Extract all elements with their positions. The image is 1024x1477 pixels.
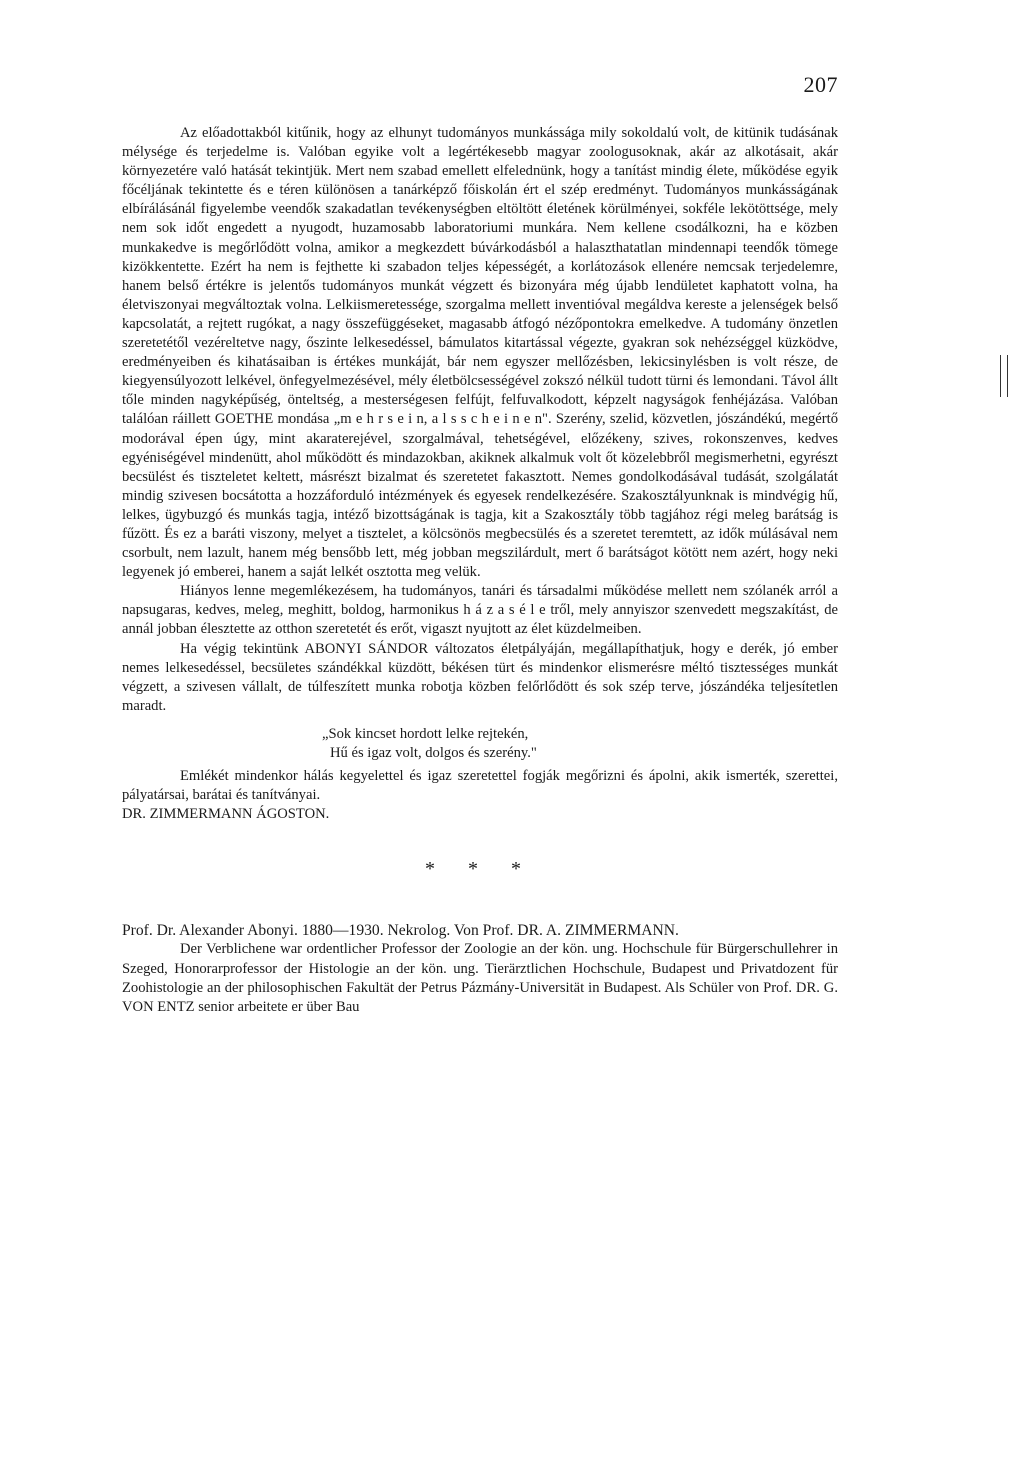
closing-paragraph: Emlékét mindenkor hálás kegyelettel és igaz szeretettel fogják megőrizni és ápolni, akik ismerték, szerettei, pályatársai, barátai és tanítványai.	[122, 768, 838, 804]
margin-mark	[1000, 355, 1008, 397]
poem-quote	[322, 725, 838, 763]
section-asterism: * * *	[425, 858, 535, 881]
paragraph-1: Az előadottakból kitűnik, hogy az elhunyt tudományos munkássága mily sokoldalú volt, de kitünik tudásának mélysége és terjedelme is. Valóban egyike volt a legértékesebb magyar zoologusoknak, akár az alkotásait, akár környezetére való hatását tekintjük. Mert nem szabad emellett elfelednünk, hogy a tanítást mindig élete, működése egyik főcéljának tekintette és e téren különösen a tanárképző főiskolán ért el szép eredményt. Tudományos munkásságának elbírálásánál figyelembe veendők szakadatlan tevékenységben eltöltött életének körülményei, sokféle lekötöttsége, mely nem sok időt engedett a nyugodt, huzamosabb laboratoriumi munkára. Nem kellene csodálkozni, ha e közben munkakedve is megőrlődött volna, amikor a megkezdett búvárkodásból a halaszthatatlan mindennapi teendők tömege kizökkentette. Ezért ha nem is fejthette ki szabadon teljes képességét, a korlátozások ellenére nemcsak terjedelemre, hanem belső értékre is jelentős tudományos munkát végzett és bizonyára még újabb lendületet kaphatott volna, ha életviszonyai megváltoztak volna. Lelkiismeretessége, szorgalma mellett inventióval megáldva kereste a jelenségek belső kapcsolatát, a rejtett rugókat, a nagy összefüggéseket, magasabb átfogó nézőpontokra emelkedve. A tudomány önzetlen szeretetétől vezéreltetve nagy, őszinte lelkesedéssel, bámulatos kitartással végezte, gyakran sok nehézséggel küzködve, eredményeiben és kihatásaiban is értékes munkáját, bár nem egyszer mellőzésben, lekicsinylésben is volt része, de kiegyensúlyozott lelkével, önfegyelmezésével, mély életbölcsességével zokszó nélkül tudott türni és lemondani. Távol állt tőle minden nagyképűség, önteltség, a mesterségesen felfújt, felfuvalkodott, képzelt nagyságok fenhéjázása. Valóban találóan ráillett GOETHE mondása „m e h r s e i n, a l s s c h e i n e n". Szerény, szelid, közvetlen, jószándékú, megértő modorával épen úgy, mint akaraterejével, szorgalmával, tehetségével, előzékeny, szives, rokonszenves, kedves egyéniségével mindenütt, ahol működött és mindazokban, akiknek alkalmuk volt őt közelebbről megismerhetni, egyrészt becsülést és tiszteletet keltett, másrészt bizalmat és szeretetet fakasztott. Nemes gondolkodásával tudását, szolgálatát mindig szivesen bocsátotta a hozzáforduló intézmények és egyesek rendelkezésére. Szakosztályunknak is mindvégig hű, lelkes, ügybuzgó és munkás tagja, intéző bizottságának is tagja, kit a Szakosztály több tagjához régi meleg barátság is fűzött. És ez a baráti viszony, melyet a tisztelet, a kölcsönös megbecsülés és a szeretet teremtett, az idők múlásával nem csorbult, nem lazult, hanem még bensőbb lett, még jobban megszilárdult, mert ő barátságot kötött nem azért, hogy neki legyenek jó emberei, hanem a saját lelkét osztotta meg velük.	[122, 125, 838, 581]
paragraph-3: Ha végig tekintünk ABONYI SÁNDOR változatos életpályáján, megállapíthatjuk, hogy e derék, jó ember nemes lelkesedéssel, becsületes szándékkal küzdött, békésen türt és mindenkor elismerésre méltó tisztességes munkát végzett, a szivesen vállalt, de túlfeszített munka robotja közben felőrlődött és sok szép terve, jószándéka teljesítetlen maradt.	[122, 640, 838, 714]
page-body	[122, 124, 838, 1017]
poem-line-1: „Sok kincset hordott lelke rejtekén,	[322, 725, 529, 742]
paragraph-2: Hiányos lenne megemlékezésem, ha tudományos, tanári és társadalmi működése mellett nem szólanék arról a napsugaras, kedves, meleg, meghitt, boldog, harmonikus h á z a s é l e tről, mely annyiszor szenvedett megszakítást, de annál jobban élesztette az otthon szeretetét és erőt, vigaszt nyujtott az élet küzdelmeiben.	[122, 583, 838, 638]
author-signature: DR. ZIMMERMANN ÁGOSTON.	[122, 806, 330, 823]
german-heading: Prof. Dr. Alexander Abonyi. 1880—1930. Nekrolog. Von Prof. DR. A. ZIMMERMANN.	[122, 922, 679, 940]
poem-line-2: Hű és igaz volt, dolgos és szerény."	[330, 745, 537, 761]
page-number: 207	[803, 72, 838, 97]
german-paragraph: Der Verblichene war ordentlicher Professor der Zoologie an der kön. ung. Hochschule für Bürgerschullehrer in Szeged, Honorarprofessor der Histologie an der kön. ung. Tierärztlichen Hochschule, Budapest und Privatdozent für Zoohistologie an der philosophischen Fakultät der Petrus Pázmány-Universität in Budapest. Als Schüler von Prof. DR. G. VON ENTZ senior arbeitete er über Bau	[122, 941, 838, 1015]
